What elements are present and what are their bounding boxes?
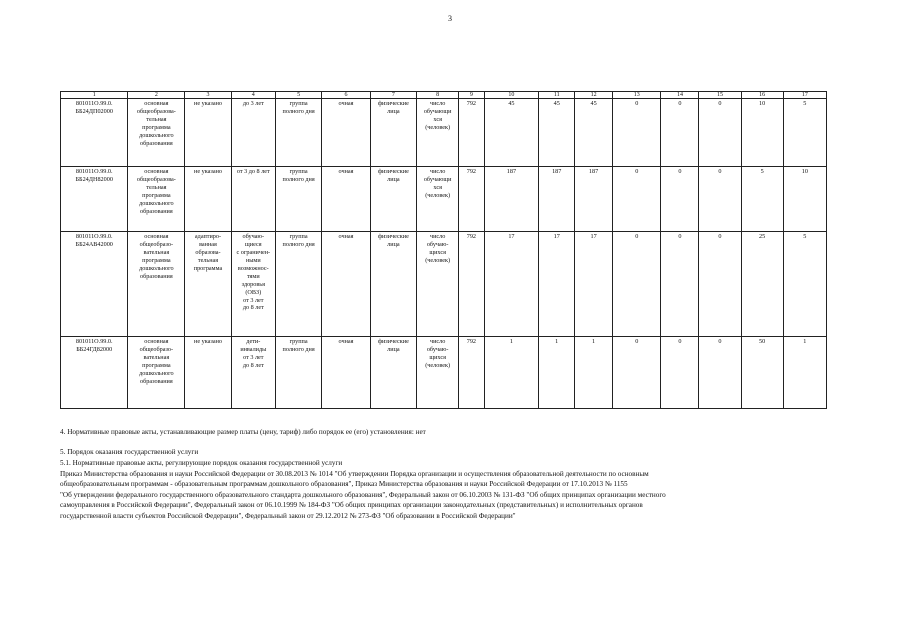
cell-approved-value: 1	[539, 337, 575, 409]
cell-program-kind: адаптиро- ванная образова- тельная программа	[185, 232, 231, 337]
column-number-7: 7	[370, 92, 416, 99]
cell-approved-value: 45	[539, 99, 575, 167]
section-5-1-text	[60, 458, 840, 522]
cell-category: от 3 до 8 лет	[231, 167, 275, 232]
section-5-1-line: общеобразовательным программам - образовательным программам дошкольного образования", Приказ Министерства образования и науки Российской Федерации от 17.10.2013 № 1155	[60, 480, 628, 489]
cell-stay-mode: группа полного дня	[275, 99, 321, 167]
cell-planned-value: 187	[484, 167, 539, 232]
cell-actual-value: 17	[575, 232, 613, 337]
column-number-14: 14	[661, 92, 699, 99]
cell-planned-value: 1	[484, 337, 539, 409]
table-row	[61, 99, 827, 167]
section-5-1-heading: 5.1. Нормативные правовые акты, регулирующие порядок оказания государственной услуги	[60, 459, 343, 467]
column-number-10: 10	[484, 92, 539, 99]
column-number-9: 9	[459, 92, 484, 99]
cell-avg-fee: 1	[783, 337, 826, 409]
cell-allowed-deviation: 10	[741, 99, 783, 167]
cell-approved-value: 187	[539, 167, 575, 232]
cell-deviation-exceeding: 0	[661, 232, 699, 337]
cell-avg-fee: 10	[783, 167, 826, 232]
section-5-1-line: Приказ Министерства образования и науки Российской Федерации от 30.08.2013 № 1014 "Об утверждении Порядка организации и осуществления образовательной деятельности по основным	[60, 469, 649, 478]
cell-deviation-exceeding: 0	[661, 99, 699, 167]
section-5-title: 5. Порядок оказания государственной услуги	[60, 448, 199, 456]
column-number-12: 12	[575, 92, 613, 99]
page-number: 3	[448, 14, 452, 23]
cell-unit-code: 792	[459, 167, 484, 232]
column-number-6: 6	[322, 92, 370, 99]
column-number-1: 1	[61, 92, 128, 99]
cell-reason: 0	[699, 99, 741, 167]
cell-program-kind: не указано	[185, 167, 231, 232]
cell-unit-code: 792	[459, 232, 484, 337]
cell-program-type: основная общеобразова- тельная программа дошкольного образования	[128, 167, 185, 232]
cell-indicator-name: число обучаю- щихся (человек)	[417, 232, 459, 337]
column-number-5: 5	[275, 92, 321, 99]
cell-reason: 0	[699, 167, 741, 232]
table-row	[61, 167, 827, 232]
cell-stay-mode: группа полного дня	[275, 337, 321, 409]
cell-avg-fee: 5	[783, 232, 826, 337]
cell-stay-mode: группа полного дня	[275, 232, 321, 337]
cell-registry-code: 801011О.99.0. ББ24ГД82000	[61, 337, 128, 409]
cell-registry-code: 801011О.99.0. ББ24ДН82000	[61, 167, 128, 232]
cell-approved-value: 17	[539, 232, 575, 337]
cell-registry-code: 801011О.99.0. ББ24АВ42000	[61, 232, 128, 337]
cell-program-kind: не указано	[185, 99, 231, 167]
cell-consumers: физические лица	[370, 99, 416, 167]
cell-reason: 0	[699, 337, 741, 409]
cell-deviation-exceeding: 0	[661, 167, 699, 232]
cell-indicator-name: число обучающи хся (человек)	[417, 167, 459, 232]
section-4-text: 4. Нормативные правовые акты, устанавливающие размер платы (цену, тариф) либо порядок ее (его) установления: нет	[60, 428, 426, 436]
cell-program-kind: не указано	[185, 337, 231, 409]
services-table	[60, 91, 827, 409]
cell-consumers: физические лица	[370, 337, 416, 409]
table-row	[61, 232, 827, 337]
column-number-8: 8	[417, 92, 459, 99]
cell-avg-fee: 5	[783, 99, 826, 167]
cell-category: до 3 лет	[231, 99, 275, 167]
cell-actual-value: 45	[575, 99, 613, 167]
cell-deviation: 0	[613, 99, 661, 167]
section-5-1-line: государственной власти субъектов Российской Федерации", Федеральный закон от 29.12.2012 № 273-ФЗ "Об образовании в Российской Федерации"	[60, 511, 516, 520]
column-number-2: 2	[128, 92, 185, 99]
cell-consumers: физические лица	[370, 167, 416, 232]
cell-indicator-name: число обучающи хся (человек)	[417, 99, 459, 167]
cell-category: обучаю- щиеся с ограничен- ными возможнос- тями здоровья (ОВЗ) от 3 лет до 8 лет	[231, 232, 275, 337]
column-number-4: 4	[231, 92, 275, 99]
cell-program-type: основная общеобразо- вательная программа дошкольного образования	[128, 232, 185, 337]
cell-form: очная	[322, 99, 370, 167]
cell-program-type: основная общеобразо- вательная программа дошкольного образования	[128, 337, 185, 409]
column-number-17: 17	[783, 92, 826, 99]
cell-actual-value: 1	[575, 337, 613, 409]
cell-category: дети- инвалиды от 3 лет до 8 лет	[231, 337, 275, 409]
cell-allowed-deviation: 50	[741, 337, 783, 409]
cell-stay-mode: группа полного дня	[275, 167, 321, 232]
cell-unit-code: 792	[459, 337, 484, 409]
cell-planned-value: 17	[484, 232, 539, 337]
column-number-16: 16	[741, 92, 783, 99]
cell-registry-code: 801011О.99.0. ББ24ДП02000	[61, 99, 128, 167]
cell-allowed-deviation: 5	[741, 167, 783, 232]
column-number-15: 15	[699, 92, 741, 99]
cell-unit-code: 792	[459, 99, 484, 167]
column-number-13: 13	[613, 92, 661, 99]
column-number-11: 11	[539, 92, 575, 99]
cell-consumers: физические лица	[370, 232, 416, 337]
column-number-row	[61, 92, 827, 99]
cell-reason: 0	[699, 232, 741, 337]
section-5-1-line: "Об утверждении федерального государственного образовательного стандарта дошкольного образования", Федеральный закон от 06.10.2003 № 131-ФЗ "Об общих принципах организации местного	[60, 490, 666, 499]
cell-indicator-name: число обучаю- щихся (человек)	[417, 337, 459, 409]
cell-deviation: 0	[613, 232, 661, 337]
column-number-3: 3	[185, 92, 231, 99]
section-5-1-line: самоуправления в Российской Федерации", Федеральный закон от 06.10.1999 № 184-ФЗ "Об общих принципах организации законодательных (представительных) и исполнительных органов	[60, 501, 643, 510]
cell-program-type: основная общеобразова- тельная программа дошкольного образования	[128, 99, 185, 167]
cell-deviation: 0	[613, 337, 661, 409]
cell-deviation-exceeding: 0	[661, 337, 699, 409]
cell-form: очная	[322, 337, 370, 409]
table-row	[61, 337, 827, 409]
cell-deviation: 0	[613, 167, 661, 232]
cell-form: очная	[322, 232, 370, 337]
cell-form: очная	[322, 167, 370, 232]
cell-allowed-deviation: 25	[741, 232, 783, 337]
cell-actual-value: 187	[575, 167, 613, 232]
cell-planned-value: 45	[484, 99, 539, 167]
